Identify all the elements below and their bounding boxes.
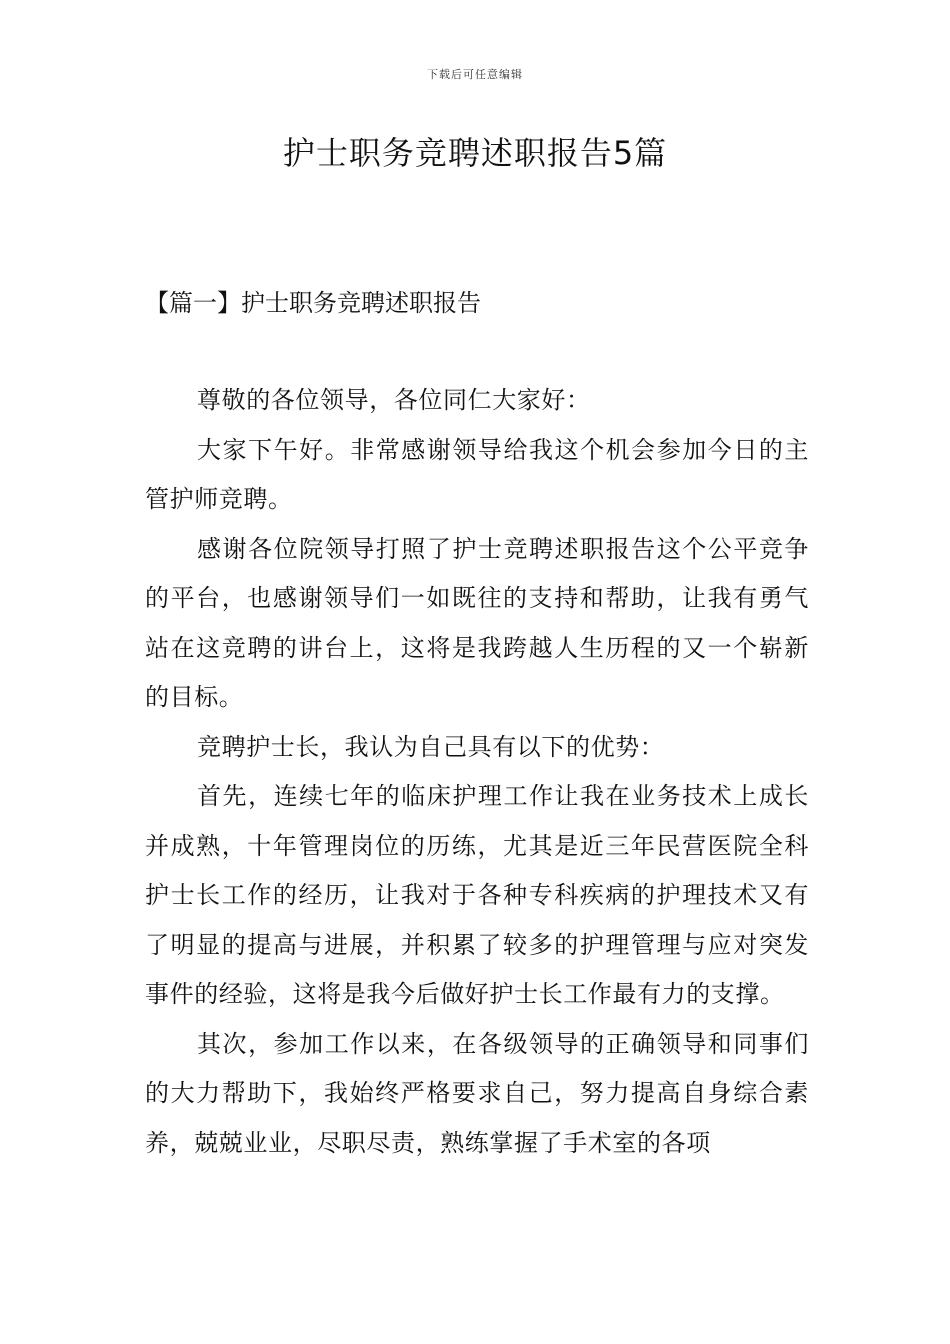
paragraph-thanks: 大家下午好。非常感谢领导给我这个机会参加今日的主管护师竞聘。 — [145, 435, 809, 513]
paragraph-advantages-intro: 竞聘护士长，我认为自己具有以下的优势： — [197, 732, 665, 761]
paragraph-greeting: 尊敬的各位领导，各位同仁大家好： — [197, 386, 591, 414]
document-title: 护士职务竞聘述职报告5篇 — [282, 134, 668, 172]
paragraph-platform: 感谢各位院领导打照了护士竞聘述职报告这个公平竞争的平台，也感谢领导们一如既往的支持和帮助，让我有勇气站在这竞聘的讲台上，这将是我跨越人生历程的又一个崭新的目标。 — [145, 534, 809, 711]
paragraph-first-advantage: 首先，连续七年的临床护理工作让我在业务技术上成长并成熟，十年管理岗位的历练，尤其是近三年民营医院全科护士长工作的经历，让我对于各种专科疾病的护理技术又有了明显的提高与进展，并积累了较多的护理管理与应对突发事件的经验，这将是我今后做好护士长工作最有力的支撑。 — [145, 782, 809, 1008]
header-note: 下载后可任意编辑 — [427, 68, 523, 81]
section-heading: 【篇一】护士职务竞聘述职报告 — [145, 289, 481, 317]
paragraph-second-advantage: 其次，参加工作以来，在各级领导的正确领导和同事们的大力帮助下，我始终严格要求自己，努力提高自身综合素养，兢兢业业，尽职尽责，熟练掌握了手术室的各项 — [145, 1029, 809, 1157]
body-text — [145, 376, 809, 1168]
